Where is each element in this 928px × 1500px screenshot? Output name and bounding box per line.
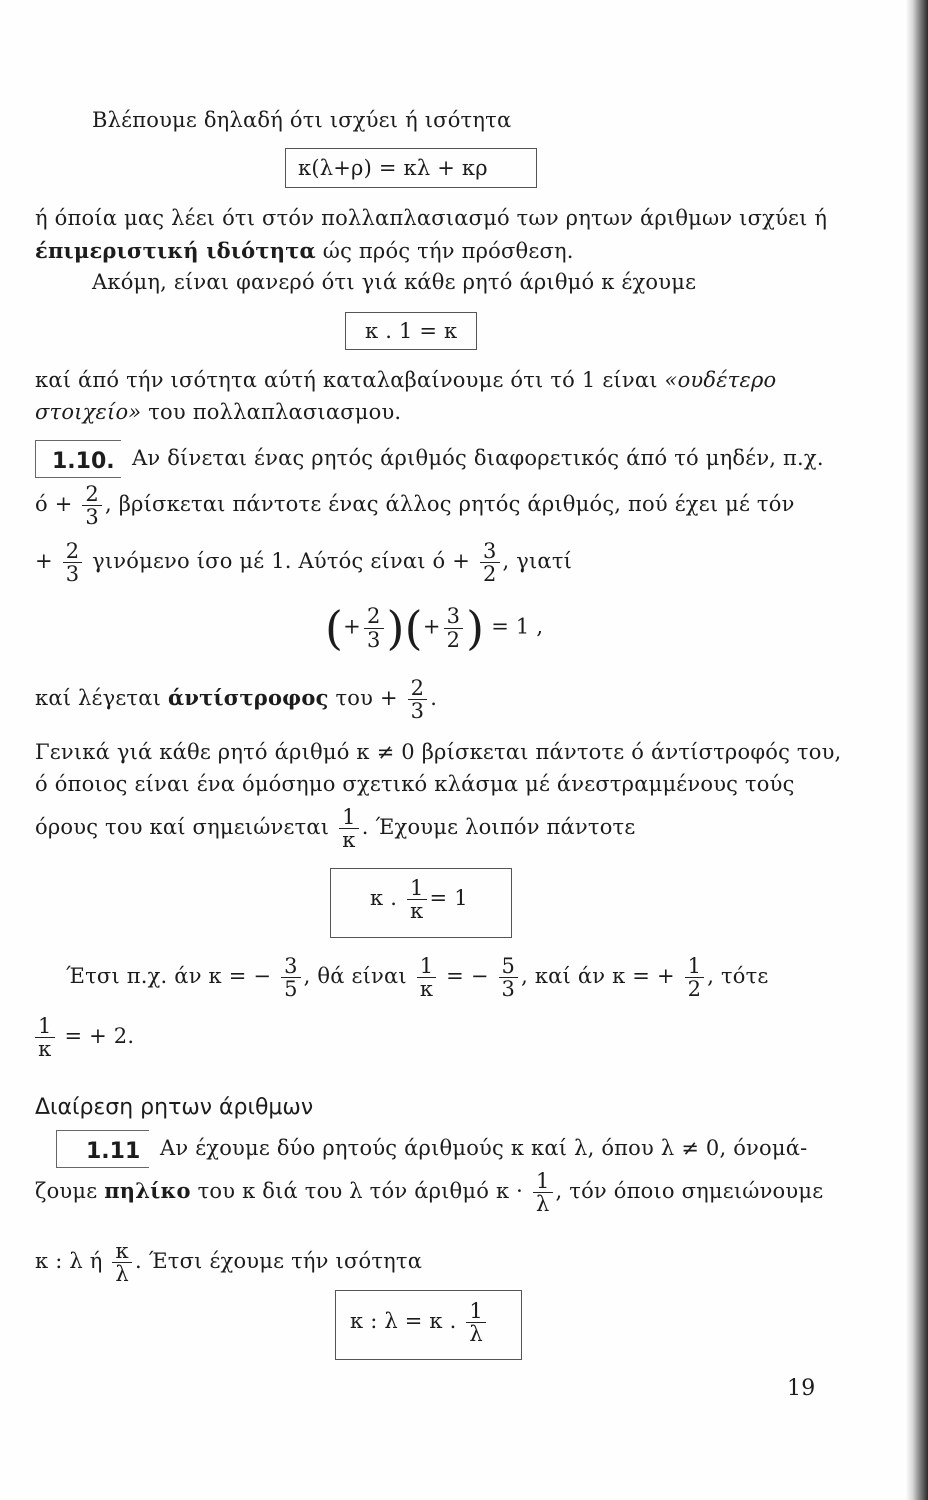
- formula-quotient: [350, 1300, 489, 1345]
- text-span: , θά είναι: [303, 964, 407, 989]
- emphasis: έπιμεριστική ιδιότητα: [35, 238, 316, 263]
- text-span: γινόμενο ίσο μέ 1. Αύτός είναι ό +: [85, 549, 471, 574]
- paren: ): [466, 601, 485, 655]
- numerator: κ: [115, 1239, 129, 1263]
- text-span: ζουμε: [35, 1179, 105, 1204]
- text-line: [35, 483, 795, 528]
- text-span: = + 2.: [64, 1024, 135, 1049]
- denominator: 3: [82, 505, 102, 528]
- text-span: κ .: [370, 886, 398, 911]
- emphasis: στοιχείο»: [35, 400, 142, 424]
- text-span: , τόν όποιο σημειώνουμε: [555, 1179, 824, 1204]
- fraction: [480, 540, 500, 585]
- denominator: κ: [339, 828, 359, 851]
- text-line: Αν δίνεται ένας ρητός άριθμός διαφορετικός άπό τό μηδέν, π.χ.: [132, 446, 824, 470]
- page-number: 19: [787, 1376, 816, 1401]
- fraction: [407, 877, 427, 922]
- text-span: . Έχουμε λοιπόν πάντοτε: [361, 815, 636, 840]
- numerator: 1: [38, 1014, 52, 1038]
- formula-distributive: κ(λ+ρ) = κλ + κρ: [298, 156, 488, 180]
- text-span: καί λέγεται: [35, 686, 168, 711]
- text-span: , τότε: [707, 964, 769, 989]
- section-number: 1.10.: [52, 449, 115, 474]
- numerator: 1: [409, 876, 424, 900]
- text-line: [35, 402, 401, 423]
- numerator: 5: [501, 954, 516, 978]
- numerator: 1: [469, 1299, 483, 1323]
- text-line: [35, 370, 776, 391]
- text-span: κ : λ ή: [35, 1249, 103, 1274]
- text-span: .: [430, 686, 438, 711]
- text-span: +: [343, 614, 361, 639]
- text-line: Γενικά γιά κάθε ρητό άριθμό κ ≠ 0 βρίσκεται πάντοτε ό άντίστροφός του,: [35, 740, 842, 764]
- emphasis: άντίστροφος: [167, 685, 329, 711]
- fraction: [63, 540, 83, 585]
- numerator: 1: [687, 954, 702, 978]
- text-span: , γιατί: [502, 549, 573, 574]
- numerator: 3: [284, 954, 298, 978]
- fraction: [35, 1015, 55, 1060]
- section-heading: Διαίρεση ρητων άριθμων: [35, 1095, 314, 1120]
- text-span: του πολλαπλασιασμου.: [141, 400, 402, 424]
- numerator: 2: [410, 676, 425, 700]
- text-line: [35, 1170, 823, 1215]
- denominator: 5: [281, 977, 301, 1000]
- denominator: 3: [63, 562, 83, 585]
- paren: )(: [386, 601, 423, 655]
- text-line: [35, 806, 635, 851]
- text-span: , καί άν κ = +: [521, 964, 675, 989]
- fraction: [533, 1170, 553, 1215]
- fraction: [82, 483, 102, 528]
- text-span: +: [422, 614, 441, 639]
- fraction: [466, 1300, 486, 1345]
- formula-product: [325, 601, 544, 655]
- denominator: λ: [533, 1192, 553, 1215]
- fraction: [499, 955, 519, 1000]
- numerator: 1: [419, 954, 434, 978]
- denominator: κ: [407, 899, 427, 922]
- denominator: 3: [364, 628, 384, 651]
- denominator: 2: [685, 977, 705, 1000]
- denominator: 2: [480, 562, 500, 585]
- fraction: [417, 955, 437, 1000]
- numerator: 2: [366, 604, 381, 629]
- text-span: . Έτσι έχουμε τήν ισότητα: [134, 1249, 423, 1274]
- text-span: = −: [446, 964, 489, 989]
- fraction: [685, 955, 705, 1000]
- text-line: [66, 955, 769, 1000]
- text-line: [35, 1015, 134, 1060]
- denominator: 2: [444, 628, 464, 651]
- text-line: [35, 677, 437, 722]
- text-line: [35, 1240, 422, 1285]
- fraction: [112, 1240, 132, 1285]
- text-span: , βρίσκεται πάντοτε ένας άλλος ρητός άριθμός, πού έχει μέ τόν: [104, 492, 795, 517]
- text-line: [35, 540, 572, 585]
- numerator: 1: [342, 805, 356, 829]
- numerator: 2: [65, 539, 80, 563]
- text-span: = 1: [429, 886, 468, 911]
- numerator: 1: [535, 1169, 550, 1193]
- denominator: λ: [466, 1322, 486, 1345]
- text-span: Έτσι π.χ. άν κ = −: [66, 964, 272, 989]
- text-span: του +: [328, 686, 398, 711]
- text-span: = 1 ,: [491, 614, 544, 639]
- text-line: Βλέπουμε δηλαδή ότι ισχύει ή ισότητα: [92, 108, 512, 132]
- emphasis: πηλίκο: [104, 1178, 191, 1204]
- emphasis: «ουδέτερο: [664, 368, 777, 392]
- numerator: 3: [446, 604, 461, 629]
- formula-inverse: [370, 877, 468, 922]
- text-span: κ : λ = κ .: [350, 1309, 457, 1334]
- text-line: [35, 240, 574, 262]
- text-span: καί άπό τήν ισότητα αύτή καταλαβαίνουμε ότι τό 1 είναι: [35, 368, 665, 392]
- text-span: +: [35, 549, 53, 574]
- text-line: Αν έχουμε δύο ρητούς άριθμούς κ καί λ, όπου λ ≠ 0, όνομά-: [160, 1136, 808, 1160]
- fraction: [364, 605, 384, 650]
- text-span: του κ διά του λ τόν άριθμό κ ·: [190, 1179, 524, 1204]
- fraction: [408, 677, 428, 722]
- denominator: 3: [499, 977, 519, 1000]
- text-line: ό όποιος είναι ένα όμόσημο σχετικό κλάσμα μέ άνεστραμμένους τούς: [35, 772, 795, 796]
- formula-identity: κ . 1 = κ: [365, 319, 458, 343]
- denominator: λ: [112, 1262, 132, 1285]
- numerator: 3: [482, 539, 497, 563]
- numerator: 2: [85, 482, 99, 506]
- text-line: ή όποία μας λέει ότι στόν πολλαπλασιασμό των ρητων άριθμων ισχύει ή: [35, 206, 828, 230]
- denominator: 3: [408, 699, 428, 722]
- text-span: ώς πρός τήν πρόσθεση.: [315, 239, 574, 263]
- text-line: Ακόμη, είναι φανερό ότι γιά κάθε ρητό άριθμό κ έχουμε: [92, 270, 697, 294]
- fraction: [339, 806, 359, 851]
- denominator: κ: [35, 1037, 55, 1060]
- denominator: κ: [417, 977, 437, 1000]
- section-number: 1.11: [86, 1139, 141, 1164]
- fraction: [444, 605, 464, 650]
- text-span: όρους του καί σημειώνεται: [35, 815, 330, 840]
- book-spine-shadow: [906, 0, 928, 1500]
- fraction: [281, 955, 301, 1000]
- paren: (: [325, 601, 344, 655]
- text-span: ό +: [35, 492, 73, 517]
